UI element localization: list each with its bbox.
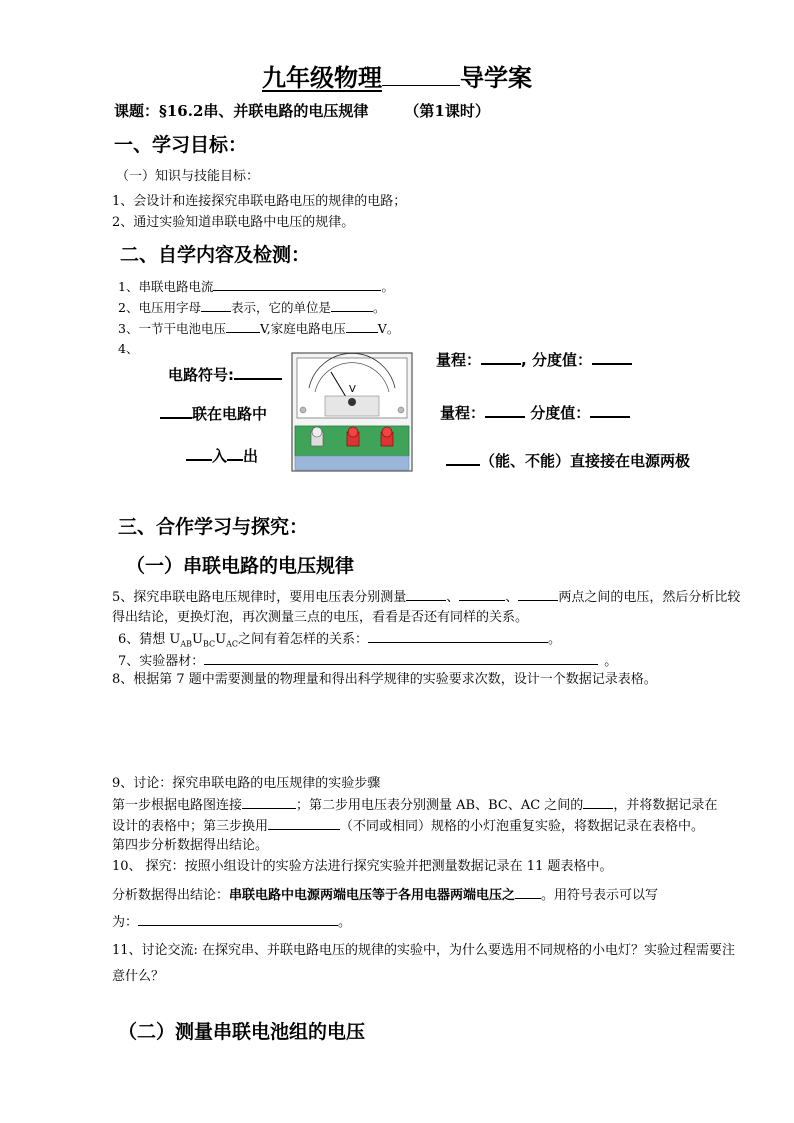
blank[interactable]: [481, 346, 521, 365]
coop-q8: 8、根据第 7 题中需要测量的物理量和得出科学规律的实验要求次数，设计一个数据记录表格。: [112, 672, 657, 687]
fig-range2: 量程： 分度值：: [440, 399, 630, 423]
section-coop: 三、合作学习与探究：: [118, 516, 309, 538]
goals-item1: 1、会设计和连接探究串联电路电压的规律的电路；: [112, 194, 407, 209]
section-self-study: 二、自学内容及检测：: [120, 244, 311, 266]
coop-q5: 5、探究串联电路电压规律时，要用电压表分别测量 、 、 两点之间的电压，然后分析比较得出结论，更换灯泡，再次测量三点的电压，看看是否还有同样的关系。: [112, 586, 742, 628]
course-label: 课题：: [114, 102, 160, 120]
coop-q10-formula: 为： 。: [112, 911, 351, 933]
blank[interactable]: [346, 318, 378, 333]
blank[interactable]: [186, 442, 212, 461]
coop-q10: 10、 探究：按照小组设计的实验方法进行探究实验并把测量数据记录在 11 题表格中。: [112, 859, 613, 874]
blank[interactable]: [583, 794, 613, 809]
goals-item2: 2、通过实验知道串联电路中电压的规律。: [112, 215, 355, 230]
blank[interactable]: [213, 276, 381, 291]
blank[interactable]: [331, 297, 373, 312]
blank[interactable]: [459, 586, 505, 601]
self-q4: 4、: [118, 341, 139, 356]
blank[interactable]: [227, 442, 243, 461]
fig-direct: （能、不能）直接接在电源两极: [446, 447, 690, 471]
course-line: [114, 100, 490, 121]
blank[interactable]: [138, 911, 338, 926]
blank[interactable]: [485, 399, 525, 418]
self-q1: 1、串联电路电流 。: [118, 276, 394, 297]
blank[interactable]: [592, 346, 632, 365]
blank[interactable]: [226, 318, 260, 333]
fig-range1: 量程： , 分度值：: [436, 346, 632, 370]
subsection-2: （二）测量串联电池组的电压: [118, 1021, 366, 1043]
fig-in-out: 入 出: [186, 442, 258, 466]
goals-sub: （一）知识与技能目标：: [116, 169, 260, 184]
coop-q9-line3: 第四步分析数据得出结论。: [112, 838, 269, 853]
title-blank: [382, 63, 460, 86]
meter-letter: V: [349, 384, 356, 395]
coop-q7: 7、实验器材： 。: [118, 650, 617, 672]
section-goals: 一、学习目标：: [114, 134, 248, 156]
self-q3: 3、一节干电池电压 V,家庭电路电压 V。: [118, 318, 399, 339]
blank[interactable]: [446, 447, 480, 466]
page-title: [0, 58, 794, 93]
blank[interactable]: [242, 794, 296, 809]
blank[interactable]: [268, 815, 340, 830]
blank[interactable]: [590, 399, 630, 418]
voltmeter-image: [291, 352, 413, 472]
title-part2: 导学案: [460, 63, 532, 92]
blank[interactable]: [204, 650, 598, 665]
blank[interactable]: [234, 361, 282, 380]
blank[interactable]: [406, 586, 446, 601]
coop-q9-line2: 设计的表格中；第三步换用 （不同或相同）规格的小灯泡重复实验，将数据记录在表格中。: [112, 815, 704, 837]
coop-q11: 11、讨论交流: 在探究串、并联电路电压的规律的实验中，为什么要选用不同规格的小电灯？实验过程需要注意什么？: [112, 943, 736, 984]
subsection-1: （一）串联电路的电压规律: [126, 555, 355, 577]
blank[interactable]: [368, 628, 548, 643]
blank[interactable]: [518, 586, 558, 601]
title-part1: 九年级物理: [262, 63, 382, 92]
blank[interactable]: [160, 400, 192, 419]
fig-symbol: 电路符号:: [168, 361, 282, 385]
coop-q9-line1: 第一步根据电路图连接 ；第二步用电压表分别测量 AB、BC、AC 之间的 ，并将数据记录在: [112, 794, 717, 816]
coop-q9-title: 9、讨论：探究串联电路的电压规律的实验步骤: [112, 776, 381, 791]
course-lesson: （第1课时）: [404, 102, 490, 120]
blank[interactable]: [201, 297, 231, 312]
self-q2: 2、电压用字母 表示，它的单位是 。: [118, 297, 386, 318]
fig-connect: 联在电路中: [160, 400, 267, 424]
coop-q6: 6、猜想 $U_{AB}U_{BC}U_{AC}$之间有着怎样的关系： 。: [118, 628, 561, 655]
course-topic: §16.2串、并联电路的电压规律: [159, 102, 369, 120]
blank[interactable]: [515, 884, 541, 899]
coop-q10-conclusion: 分析数据得出结论：串联电路中电源两端电压等于各用电器两端电压之 。用符号表示可以写: [112, 884, 658, 906]
